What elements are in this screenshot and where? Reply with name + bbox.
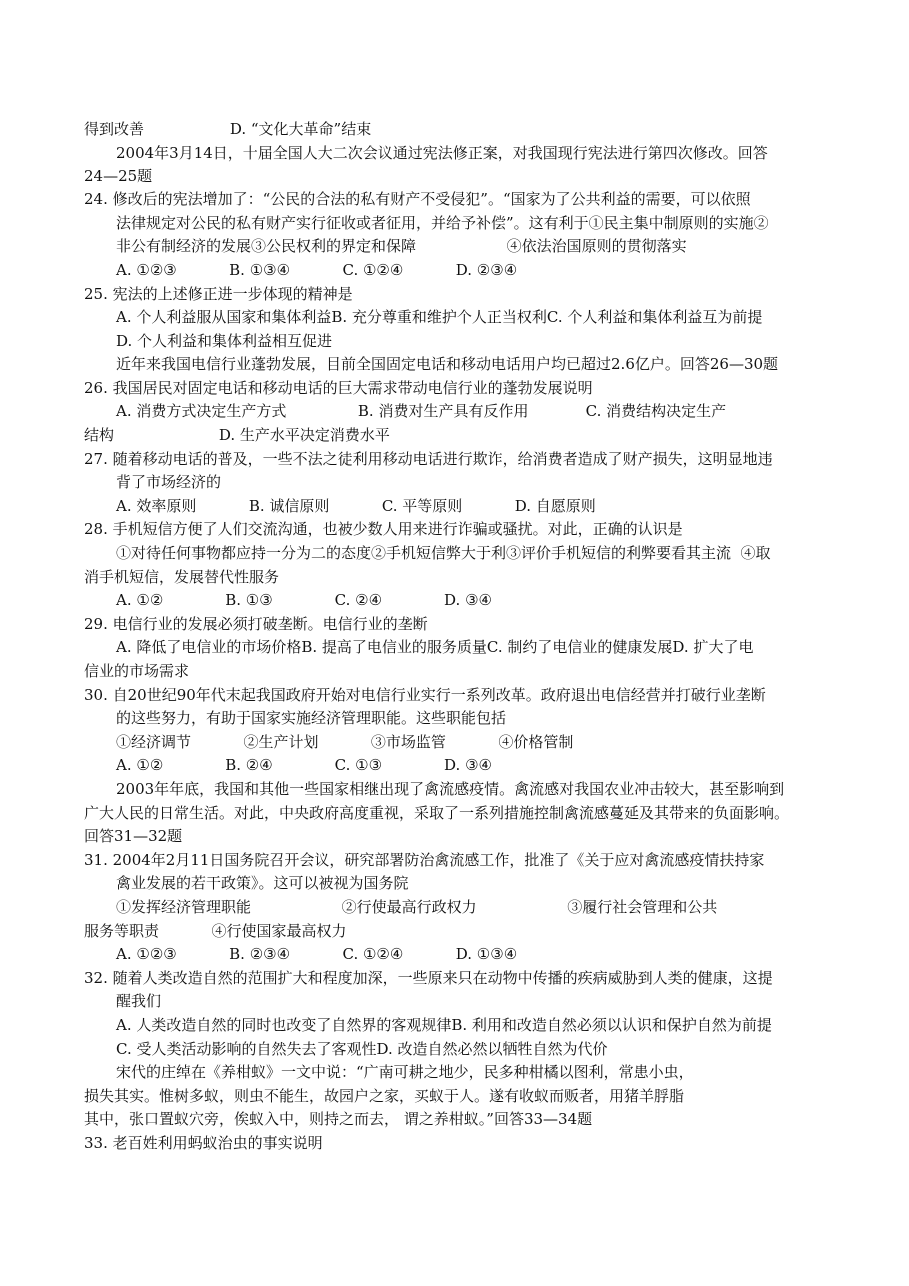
options-26: A. 消费方式决定生产方式 B. 消费对生产具有反作用 C. 消费结构决定生产 [116, 402, 727, 420]
question-25: 25. 宪法的上述修正进一步体现的精神是 [84, 285, 353, 303]
options-28: A. ①② B. ①③ C. ②④ D. ③④ [116, 591, 492, 609]
text-line: 醒我们 [116, 992, 162, 1010]
passage-intro: 2003年年底，我国和其他一些国家相继出现了禽流感疫情。禽流感对我国农业冲击较大，甚至影响到 [116, 780, 785, 798]
text-line: 禽业发展的若干政策》。这可以被视为国务院 [116, 874, 409, 892]
text-line: 其中，张口置蚁穴旁，俟蚁入中，则持之而去， 谓之养柑蚁。”回答33—34题 [84, 1110, 593, 1128]
question-27: 27. 随着移动电话的普及，一些不法之徒利用移动电话进行欺诈，给消费者造成了财产损失，这明显地违 [84, 450, 773, 468]
options-32: A. 人类改造自然的同时也改变了自然界的客观规律B. 利用和改造自然必须以认识和保护自然为前提 [116, 1016, 772, 1034]
question-29: 29. 电信行业的发展必须打破垄断。电信行业的垄断 [84, 615, 428, 633]
text-line: 非公有制经济的发展③公民权利的界定和保障 ④依法治国原则的贯彻落实 [116, 237, 687, 255]
text-line: 24—25题 [84, 167, 153, 185]
options-30: A. ①② B. ②④ C. ①③ D. ③④ [116, 756, 492, 774]
options-31: A. ①②③ B. ②③④ C. ①②④ D. ①③④ [116, 945, 518, 963]
text-line: ①发挥经济管理职能 ②行使最高行政权力 ③履行社会管理和公共 [116, 898, 718, 916]
question-32: 32. 随着人类改造自然的范围扩大和程度加深，一些原来只在动物中传播的疾病威胁到人类的健康，这提 [84, 969, 773, 987]
question-28: 28. 手机短信方便了人们交流沟通，也被少数人用来进行诈骗或骚扰。对此，正确的认识是 [84, 520, 683, 538]
text-line: 背了市场经济的 [116, 473, 222, 491]
text-line: ①经济调节 ②生产计划 ③市场监管 ④价格管制 [116, 733, 574, 751]
text-line: 得到改善 D. “文化大革命”结束 [84, 120, 372, 138]
options-32-cont: C. 受人类活动影响的自然失去了客观性D. 改造自然必然以牺牲自然为代价 [116, 1040, 608, 1058]
text-line: ①对待任何事物都应持一分为二的态度②手机短信弊大于利③评价手机短信的利弊要看其主流 ④取 [116, 544, 771, 562]
question-24: 24. 修改后的宪法增加了：“公民的合法的私有财产不受侵犯”。“国家为了公共利益的需要，可以依照 [84, 190, 751, 208]
passage-intro: 2004年3月14日，十届全国人大二次会议通过宪法修正案，对我国现行宪法进行第四次修改。回答 [116, 144, 768, 162]
options-25: A. 个人利益服从国家和集体利益B. 充分尊重和维护个人正当权利C. 个人利益和集体利益互为前提 [116, 308, 763, 326]
question-26: 26. 我国居民对固定电话和移动电话的巨大需求带动电信行业的蓬勃发展说明 [84, 379, 593, 397]
text-line: 的这些努力，有助于国家实施经济管理职能。这些职能包括 [116, 709, 507, 727]
options-24: A. ①②③ B. ①③④ C. ①②④ D. ②③④ [116, 261, 518, 279]
text-line: 服务等职责 ④行使国家最高权力 [84, 922, 347, 940]
text-line: 法律规定对公民的私有财产实行征收或者征用，并给予补偿”。这有利于①民主集中制原则的实施② [116, 214, 769, 232]
question-31: 31. 2004年2月11日国务院召开会议，研究部署防治禽流感工作，批准了《关于应对禽流感疫情扶持家 [84, 851, 765, 869]
options-25-cont: D. 个人利益和集体利益相互促进 [116, 332, 333, 350]
passage-intro: 近年来我国电信行业蓬勃发展，目前全国固定电话和移动电话用户均已超过2.6亿户。回答26—30题 [116, 355, 779, 373]
passage-intro: 宋代的庄绰在《养柑蚁》一文中说：“广南可耕之地少，民多种柑橘以图利，常患小虫， [116, 1063, 694, 1081]
options-29: A. 降低了电信业的市场价格B. 提高了电信业的服务质量C. 制约了电信业的健康发展D. 扩大了电 [116, 638, 754, 656]
text-line: 回答31—32题 [84, 827, 183, 845]
options-26-cont: 结构 D. 生产水平决定消费水平 [84, 426, 390, 444]
text-line: 损失其实。惟树多蚁，则虫不能生，故园户之家，买蚁于人。遂有收蚁而贩者，用猪羊脬脂 [84, 1087, 685, 1105]
options-27: A. 效率原则 B. 诚信原则 C. 平等原则 D. 自愿原则 [116, 497, 596, 515]
question-33: 33. 老百姓利用蚂蚁治虫的事实说明 [84, 1134, 323, 1152]
question-30: 30. 自20世纪90年代末起我国政府开始对电信行业实行一系列改革。政府退出电信经营并打破行业垄断 [84, 686, 766, 704]
text-line: 广大人民的日常生活。对此，中央政府高度重视，采取了一系列措施控制禽流感蔓延及其带来的负面影响。 [84, 804, 790, 822]
text-line: 消手机短信，发展替代性服务 [84, 568, 280, 586]
options-29-cont: 信业的市场需求 [84, 662, 190, 680]
